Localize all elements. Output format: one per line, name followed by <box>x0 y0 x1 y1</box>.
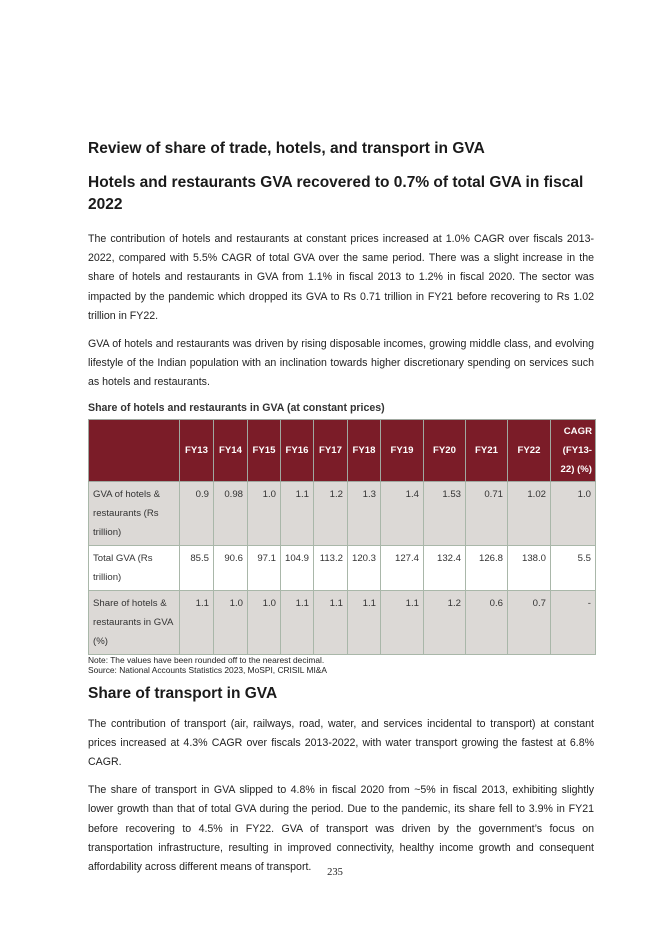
section-heading: Review of share of trade, hotels, and transport in GVA <box>88 140 485 157</box>
paragraph: The contribution of transport (air, railways, road, water, and services incidental to transport) at constant prices increased at 4.3% CAGR over fiscals 2013-2022, with water transport growing the fastest at 6.8% CAGR. <box>88 717 594 769</box>
table-cell: 0.7 <box>508 590 551 654</box>
subsection-heading: Hotels and restaurants GVA recovered to 0.7% of total GVA in fiscal 2022 <box>88 174 584 213</box>
table-cell: 1.3 <box>348 481 381 545</box>
column-header: FY21 <box>466 419 508 481</box>
table-cell: 1.1 <box>314 590 348 654</box>
paragraph: GVA of hotels and restaurants was driven by rising disposable incomes, growing middle class, and evolving lifestyle of the Indian population with an inclination towards higher discretionary spending on services such as hotels and restaurants. <box>88 338 594 389</box>
row-label: Total GVA (Rs trillion) <box>89 545 180 590</box>
table-cell: 120.3 <box>348 545 381 590</box>
table-cell: - <box>551 590 596 654</box>
table-row <box>89 545 596 590</box>
table-caption: Share of hotels and restaurants in GVA (at constant prices) <box>88 401 385 414</box>
table-cell: 1.1 <box>381 590 424 654</box>
table-cell: 0.71 <box>466 481 508 545</box>
table-row <box>89 590 596 654</box>
table-cell: 1.4 <box>381 481 424 545</box>
column-header: FY20 <box>424 419 466 481</box>
column-header <box>89 419 180 481</box>
table-cell: 1.1 <box>281 590 314 654</box>
table-cell: 97.1 <box>248 545 281 590</box>
table-cell: 5.5 <box>551 545 596 590</box>
table-cell: 1.0 <box>248 590 281 654</box>
table-cell: 0.9 <box>180 481 214 545</box>
column-header: FY13 <box>180 419 214 481</box>
table-cell: 127.4 <box>381 545 424 590</box>
column-header: FY18 <box>348 419 381 481</box>
table-cell: 90.6 <box>214 545 248 590</box>
table-cell: 126.8 <box>466 545 508 590</box>
table-cell: 138.0 <box>508 545 551 590</box>
table-cell: 1.1 <box>281 481 314 545</box>
table-cell: 1.1 <box>348 590 381 654</box>
table-cell: 1.0 <box>551 481 596 545</box>
table-cell: 0.98 <box>214 481 248 545</box>
table-row <box>89 481 596 545</box>
gva-table <box>88 419 596 655</box>
paragraph: The contribution of hotels and restaurants at constant prices increased at 1.0% CAGR over fiscals 2013-2022, compared with 5.5% CAGR of total GVA over the same period. There was a slight increase in the share of hotels and restaurants in GVA from 1.1% in fiscal 2013 to 1.2% in fiscal 2020. The sector was impacted by the pandemic which dropped its GVA to Rs 0.71 trillion in FY21 before recovering to Rs 1.02 trillion in FY22. <box>88 233 594 322</box>
table-cell: 0.6 <box>466 590 508 654</box>
table-cell: 85.5 <box>180 545 214 590</box>
column-header: FY16 <box>281 419 314 481</box>
table-cell: 1.53 <box>424 481 466 545</box>
table-cell: 1.2 <box>424 590 466 654</box>
column-header: FY15 <box>248 419 281 481</box>
table-cell: 1.0 <box>214 590 248 654</box>
column-header: FY17 <box>314 419 348 481</box>
column-header: FY19 <box>381 419 424 481</box>
table-cell: 1.1 <box>180 590 214 654</box>
column-header: FY14 <box>214 419 248 481</box>
table-cell: 113.2 <box>314 545 348 590</box>
page-number: 235 <box>327 867 343 878</box>
table-note: Note: The values have been rounded off to the nearest decimal. <box>88 654 325 665</box>
table-cell: 132.4 <box>424 545 466 590</box>
table-cell: 1.2 <box>314 481 348 545</box>
table-source: Source: National Accounts Statistics 2023, MoSPI, CRISIL MI&A <box>88 664 327 675</box>
column-header: CAGR (FY13-22) (%) <box>551 419 596 481</box>
paragraph: The share of transport in GVA slipped to 4.8% in fiscal 2020 from ~5% in fiscal 2013, exhibiting slightly lower growth than that of total GVA during the period. Due to the pandemic, its share fell to 3.9% in FY21 before recovering to 4.5% in FY22. GVA of transport was driven by the government’s focus on transportation infrastructure, resulting in improved connectivity, healthy income growth and consequent affordability across different means of transport. <box>88 784 594 874</box>
section-heading-transport: Share of transport in GVA <box>88 684 278 702</box>
table-cell: 1.0 <box>248 481 281 545</box>
table-cell: 1.02 <box>508 481 551 545</box>
table-header-row <box>89 419 596 481</box>
table-cell: 104.9 <box>281 545 314 590</box>
column-header: FY22 <box>508 419 551 481</box>
row-label: GVA of hotels & restaurants (Rs trillion) <box>89 481 180 545</box>
row-label: Share of hotels & restaurants in GVA (%) <box>89 590 180 654</box>
